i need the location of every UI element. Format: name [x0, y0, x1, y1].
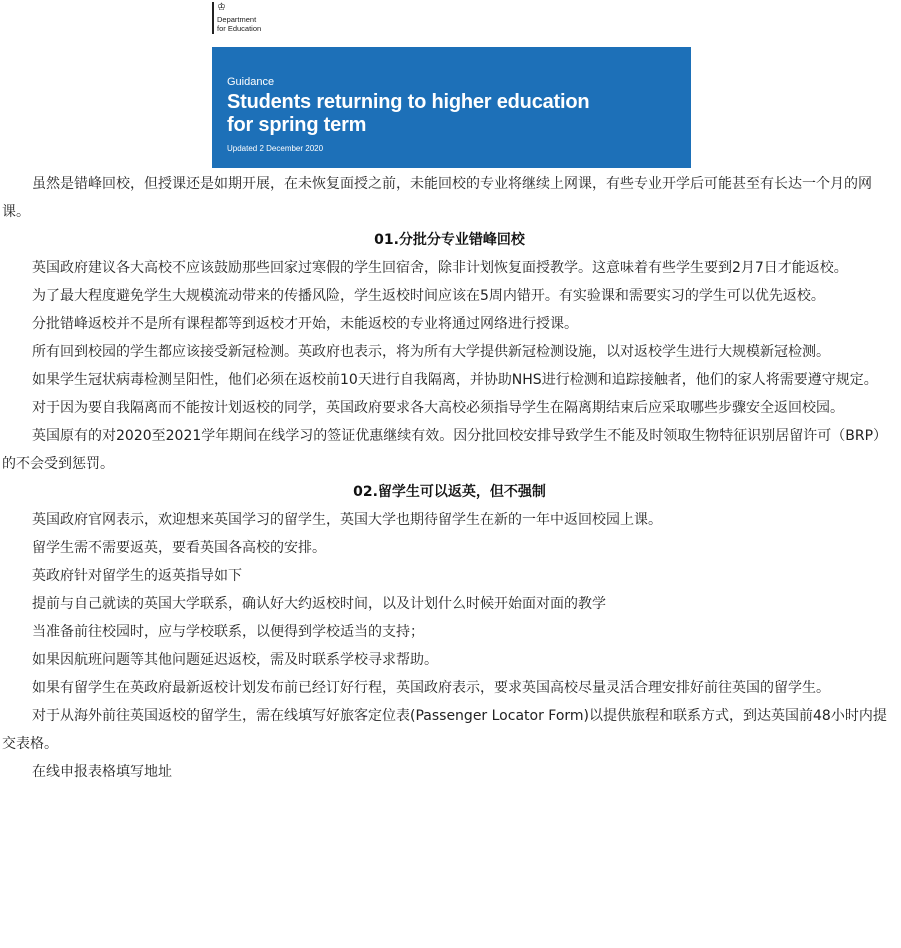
logo-line-2: for Education — [217, 24, 262, 33]
banner-title-line-1: Students returning to higher education — [227, 91, 590, 113]
guidance-banner — [212, 47, 691, 168]
banner-updated-date: Updated 2 December 2020 — [227, 144, 324, 153]
paragraph: 为了最大程度避免学生大规模流动带来的传播风险，学生返校时间应该在5周内错开。有实验课和需要实习的学生可以优先返校。 — [32, 288, 825, 304]
paragraph: 如果学生冠状病毒检测呈阳性，他们必须在返校前10天进行自我隔离，并协助NHS进行检测和追踪接触者，他们的家人将需要遵守规定。 — [32, 372, 878, 388]
banner-title-line-2: for spring term — [227, 114, 367, 136]
paragraph: 在线申报表格填写地址 — [32, 764, 172, 780]
paragraph: 分批错峰返校并不是所有课程都等到返校才开始，未能返校的专业将通过网络进行授课。 — [32, 316, 578, 332]
paragraph: 提前与自己就读的英国大学联系，确认好大约返校时间，以及计划什么时候开始面对面的教学 — [32, 596, 606, 612]
section-heading: 02.留学生可以返英，但不强制 — [353, 484, 546, 500]
banner-label: Guidance — [227, 76, 275, 88]
paragraph: 如果因航班问题等其他问题延迟返校，需及时联系学校寻求帮助。 — [32, 652, 438, 668]
paragraph: 如果有留学生在英政府最新返校计划发布前已经订好行程，英国政府表示，要求英国高校尽量灵活合理安排好前往英国的留学生。 — [32, 680, 830, 696]
paragraph: 英国原有的对2020至2021学年期间在线学习的签证优惠继续有效。因分批回校安排导致学生不能及时领取生物特征识别居留许可（BRP）的不会受到惩罚。 — [2, 428, 888, 472]
paragraph: 英国政府官网表示，欢迎想来英国学习的留学生，英国大学也期待留学生在新的一年中返回校园上课。 — [32, 512, 662, 528]
article-body — [2, 170, 897, 786]
logo-text — [217, 15, 261, 33]
paragraph: 对于因为要自我隔离而不能按计划返校的同学，英国政府要求各大高校必须指导学生在隔离期结束后应采取哪些步骤安全返回校园。 — [32, 400, 844, 416]
paragraph: 留学生需不需要返英，要看英国各高校的安排。 — [32, 540, 326, 556]
section-heading: 01.分批分专业错峰回校 — [374, 232, 525, 248]
paragraph: 英政府针对留学生的返英指导如下 — [32, 568, 242, 584]
banner-title — [227, 91, 589, 137]
royal-crest-icon: ♔ — [217, 2, 226, 13]
paragraph: 所有回到校园的学生都应该接受新冠检测。英政府也表示，将为所有大学提供新冠检测设施，以对返校学生进行大规模新冠检测。 — [32, 344, 830, 360]
paragraph: 虽然是错峰回校，但授课还是如期开展，在未恢复面授之前，未能回校的专业将继续上网课，有些专业开学后可能甚至有长达一个月的网课。 — [2, 176, 872, 220]
paragraph: 当准备前往校园时，应与学校联系，以便得到学校适当的支持； — [32, 624, 424, 640]
department-for-education-logo — [212, 2, 272, 34]
paragraph: 对于从海外前往英国返校的留学生，需在线填写好旅客定位表(Passenger Locator Form)以提供旅程和联系方式，到达英国前48小时内提交表格。 — [2, 708, 887, 752]
logo-line-1: Department — [217, 15, 257, 24]
logo-bar — [212, 2, 214, 34]
paragraph: 英国政府建议各大高校不应该鼓励那些回家过寒假的学生回宿舍，除非计划恢复面授教学。这意味着有些学生要到2月7日才能返校。 — [32, 260, 848, 276]
